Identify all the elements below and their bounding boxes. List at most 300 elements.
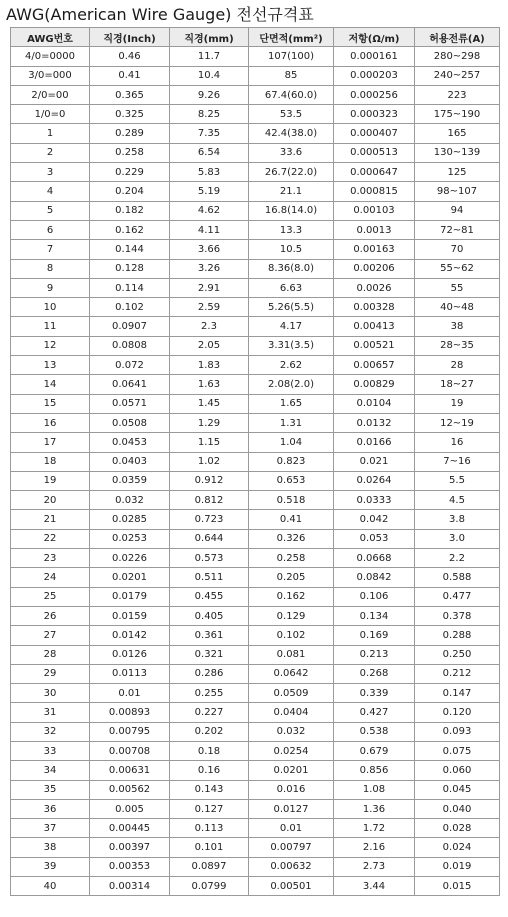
table-row (11, 780, 500, 799)
cell-resistance: 0.00103 (334, 201, 415, 220)
cell-resistance: 0.000647 (334, 163, 415, 182)
table-header (11, 28, 500, 47)
cell-diameter-mm: 0.511 (170, 568, 249, 587)
table-row (11, 163, 500, 182)
cell-allowable-current: 38 (415, 317, 500, 336)
table-row (11, 85, 500, 104)
cell-allowable-current: 12~19 (415, 413, 500, 432)
cell-cross-section: 0.0127 (249, 799, 334, 818)
cell-allowable-current: 0.212 (415, 664, 500, 683)
cell-diameter-mm: 2.59 (170, 298, 249, 317)
cell-cross-section: 0.41 (249, 510, 334, 529)
cell-allowable-current: 165 (415, 124, 500, 143)
table-row (11, 606, 500, 625)
cell-awg: 22 (11, 529, 90, 548)
cell-awg: 4 (11, 182, 90, 201)
cell-diameter-mm: 0.255 (170, 684, 249, 703)
cell-cross-section: 26.7(22.0) (249, 163, 334, 182)
cell-diameter-mm: 2.91 (170, 278, 249, 297)
cell-awg: 14 (11, 375, 90, 394)
table-row (11, 491, 500, 510)
cell-allowable-current: 55 (415, 278, 500, 297)
cell-diameter-mm: 0.361 (170, 626, 249, 645)
cell-resistance: 0.268 (334, 664, 415, 683)
cell-awg: 10 (11, 298, 90, 317)
cell-cross-section: 0.326 (249, 529, 334, 548)
cell-allowable-current: 0.019 (415, 857, 500, 876)
cell-cross-section: 0.032 (249, 722, 334, 741)
cell-allowable-current: 0.015 (415, 877, 500, 896)
cell-diameter-mm: 0.455 (170, 587, 249, 606)
table-row (11, 336, 500, 355)
cell-resistance: 1.36 (334, 799, 415, 818)
cell-resistance: 0.339 (334, 684, 415, 703)
cell-allowable-current: 18~27 (415, 375, 500, 394)
cell-awg: 40 (11, 877, 90, 896)
cell-diameter-mm: 1.83 (170, 356, 249, 375)
cell-awg: 3/0=000 (11, 66, 90, 85)
cell-diameter-inch: 0.182 (90, 201, 170, 220)
column-header-diameter-inch: 직경(Inch) (90, 28, 170, 47)
cell-cross-section: 107(100) (249, 47, 334, 66)
cell-cross-section: 33.6 (249, 143, 334, 162)
cell-diameter-inch: 0.00562 (90, 780, 170, 799)
table-row (11, 375, 500, 394)
cell-allowable-current: 175~190 (415, 105, 500, 124)
cell-allowable-current: 125 (415, 163, 500, 182)
cell-awg: 1 (11, 124, 90, 143)
cell-allowable-current: 3.8 (415, 510, 500, 529)
cell-cross-section: 53.5 (249, 105, 334, 124)
cell-diameter-inch: 0.0403 (90, 452, 170, 471)
table-row (11, 645, 500, 664)
cell-resistance: 0.00829 (334, 375, 415, 394)
cell-diameter-mm: 5.83 (170, 163, 249, 182)
cell-allowable-current: 19 (415, 394, 500, 413)
cell-allowable-current: 72~81 (415, 220, 500, 239)
table-row (11, 857, 500, 876)
page-title: AWG(American Wire Gauge) 전선규격표 (6, 5, 314, 24)
cell-awg: 13 (11, 356, 90, 375)
cell-allowable-current: 7~16 (415, 452, 500, 471)
cell-cross-section: 0.0404 (249, 703, 334, 722)
cell-cross-section: 0.00797 (249, 838, 334, 857)
cell-awg: 11 (11, 317, 90, 336)
cell-diameter-mm: 1.29 (170, 413, 249, 432)
table-row (11, 568, 500, 587)
cell-allowable-current: 0.075 (415, 741, 500, 760)
cell-awg: 16 (11, 413, 90, 432)
cell-awg: 26 (11, 606, 90, 625)
cell-diameter-mm: 3.66 (170, 240, 249, 259)
cell-cross-section: 0.102 (249, 626, 334, 645)
cell-awg: 33 (11, 741, 90, 760)
table-row (11, 317, 500, 336)
cell-cross-section: 0.081 (249, 645, 334, 664)
cell-awg: 2 (11, 143, 90, 162)
cell-allowable-current: 240~257 (415, 66, 500, 85)
cell-resistance: 2.16 (334, 838, 415, 857)
cell-diameter-mm: 9.26 (170, 85, 249, 104)
cell-resistance: 0.00521 (334, 336, 415, 355)
cell-cross-section: 0.205 (249, 568, 334, 587)
cell-allowable-current: 2.2 (415, 549, 500, 568)
cell-resistance: 0.000407 (334, 124, 415, 143)
cell-allowable-current: 0.028 (415, 819, 500, 838)
cell-resistance: 0.00206 (334, 259, 415, 278)
cell-allowable-current: 0.250 (415, 645, 500, 664)
cell-resistance: 0.213 (334, 645, 415, 664)
cell-awg: 9 (11, 278, 90, 297)
cell-cross-section: 0.0509 (249, 684, 334, 703)
cell-resistance: 0.0104 (334, 394, 415, 413)
cell-diameter-mm: 6.54 (170, 143, 249, 162)
cell-diameter-mm: 5.19 (170, 182, 249, 201)
cell-awg: 21 (11, 510, 90, 529)
cell-diameter-inch: 0.00397 (90, 838, 170, 857)
cell-cross-section: 3.31(3.5) (249, 336, 334, 355)
cell-allowable-current: 0.093 (415, 722, 500, 741)
cell-awg: 3 (11, 163, 90, 182)
cell-diameter-inch: 0.0641 (90, 375, 170, 394)
table-row (11, 799, 500, 818)
cell-diameter-mm: 2.3 (170, 317, 249, 336)
cell-resistance: 3.44 (334, 877, 415, 896)
cell-resistance: 0.0026 (334, 278, 415, 297)
cell-cross-section: 8.36(8.0) (249, 259, 334, 278)
cell-diameter-mm: 0.16 (170, 761, 249, 780)
cell-allowable-current: 94 (415, 201, 500, 220)
cell-awg: 39 (11, 857, 90, 876)
cell-resistance: 0.00163 (334, 240, 415, 259)
cell-diameter-mm: 10.4 (170, 66, 249, 85)
cell-resistance: 0.0013 (334, 220, 415, 239)
cell-awg: 2/0=00 (11, 85, 90, 104)
table-row (11, 664, 500, 683)
cell-allowable-current: 0.040 (415, 799, 500, 818)
cell-diameter-inch: 0.289 (90, 124, 170, 143)
cell-diameter-inch: 0.0226 (90, 549, 170, 568)
cell-diameter-inch: 0.00893 (90, 703, 170, 722)
cell-cross-section: 0.258 (249, 549, 334, 568)
cell-allowable-current: 0.588 (415, 568, 500, 587)
cell-diameter-inch: 0.0142 (90, 626, 170, 645)
column-header-allowable-current: 허용전류(A) (415, 28, 500, 47)
cell-diameter-mm: 1.63 (170, 375, 249, 394)
cell-cross-section: 0.518 (249, 491, 334, 510)
cell-allowable-current: 223 (415, 85, 500, 104)
cell-awg: 32 (11, 722, 90, 741)
cell-cross-section: 0.162 (249, 587, 334, 606)
cell-cross-section: 0.129 (249, 606, 334, 625)
cell-allowable-current: 5.5 (415, 471, 500, 490)
cell-allowable-current: 280~298 (415, 47, 500, 66)
cell-resistance: 2.73 (334, 857, 415, 876)
table-row (11, 510, 500, 529)
cell-allowable-current: 0.147 (415, 684, 500, 703)
cell-resistance: 0.134 (334, 606, 415, 625)
cell-allowable-current: 98~107 (415, 182, 500, 201)
column-header-diameter-mm: 직경(mm) (170, 28, 249, 47)
cell-cross-section: 0.016 (249, 780, 334, 799)
cell-resistance: 0.169 (334, 626, 415, 645)
cell-awg: 17 (11, 433, 90, 452)
cell-resistance: 0.427 (334, 703, 415, 722)
cell-diameter-mm: 0.286 (170, 664, 249, 683)
cell-awg: 27 (11, 626, 90, 645)
cell-diameter-mm: 0.573 (170, 549, 249, 568)
cell-resistance: 0.00413 (334, 317, 415, 336)
cell-diameter-inch: 0.0508 (90, 413, 170, 432)
cell-cross-section: 2.62 (249, 356, 334, 375)
table-row (11, 684, 500, 703)
cell-resistance: 0.0668 (334, 549, 415, 568)
cell-awg: 4/0=0000 (11, 47, 90, 66)
table-row (11, 819, 500, 838)
table-row (11, 529, 500, 548)
cell-diameter-inch: 0.162 (90, 220, 170, 239)
cell-resistance: 0.00657 (334, 356, 415, 375)
cell-cross-section: 0.823 (249, 452, 334, 471)
cell-diameter-mm: 0.143 (170, 780, 249, 799)
cell-diameter-mm: 0.127 (170, 799, 249, 818)
cell-diameter-inch: 0.00708 (90, 741, 170, 760)
cell-resistance: 0.000815 (334, 182, 415, 201)
table-row (11, 722, 500, 741)
table-row (11, 66, 500, 85)
cell-cross-section: 42.4(38.0) (249, 124, 334, 143)
cell-allowable-current: 55~62 (415, 259, 500, 278)
cell-allowable-current: 0.060 (415, 761, 500, 780)
cell-resistance: 0.0264 (334, 471, 415, 490)
cell-cross-section: 10.5 (249, 240, 334, 259)
cell-awg: 18 (11, 452, 90, 471)
cell-cross-section: 0.653 (249, 471, 334, 490)
cell-cross-section: 2.08(2.0) (249, 375, 334, 394)
cell-diameter-mm: 8.25 (170, 105, 249, 124)
cell-allowable-current: 40~48 (415, 298, 500, 317)
cell-allowable-current: 0.477 (415, 587, 500, 606)
cell-diameter-inch: 0.0126 (90, 645, 170, 664)
cell-resistance: 0.0132 (334, 413, 415, 432)
table-row (11, 741, 500, 760)
cell-allowable-current: 28 (415, 356, 500, 375)
cell-resistance: 0.0166 (334, 433, 415, 452)
table-row (11, 356, 500, 375)
cell-awg: 36 (11, 799, 90, 818)
cell-diameter-inch: 0.00631 (90, 761, 170, 780)
cell-cross-section: 0.00501 (249, 877, 334, 896)
cell-diameter-inch: 0.204 (90, 182, 170, 201)
cell-allowable-current: 3.0 (415, 529, 500, 548)
table-row (11, 838, 500, 857)
cell-diameter-inch: 0.0253 (90, 529, 170, 548)
table-row (11, 626, 500, 645)
cell-diameter-inch: 0.032 (90, 491, 170, 510)
table-body (11, 47, 500, 896)
cell-diameter-inch: 0.00445 (90, 819, 170, 838)
cell-allowable-current: 70 (415, 240, 500, 259)
cell-cross-section: 0.0201 (249, 761, 334, 780)
cell-resistance: 1.72 (334, 819, 415, 838)
cell-diameter-inch: 0.128 (90, 259, 170, 278)
cell-resistance: 0.042 (334, 510, 415, 529)
cell-awg: 20 (11, 491, 90, 510)
table-row (11, 220, 500, 239)
cell-diameter-mm: 0.101 (170, 838, 249, 857)
table-row (11, 143, 500, 162)
table-row (11, 298, 500, 317)
cell-diameter-mm: 0.0799 (170, 877, 249, 896)
cell-resistance: 0.000513 (334, 143, 415, 162)
cell-resistance: 0.021 (334, 452, 415, 471)
cell-allowable-current: 0.024 (415, 838, 500, 857)
cell-awg: 37 (11, 819, 90, 838)
table-row (11, 47, 500, 66)
cell-diameter-mm: 4.62 (170, 201, 249, 220)
cell-resistance: 0.000256 (334, 85, 415, 104)
cell-awg: 7 (11, 240, 90, 259)
cell-awg: 19 (11, 471, 90, 490)
cell-diameter-mm: 4.11 (170, 220, 249, 239)
table-row (11, 703, 500, 722)
table-row (11, 182, 500, 201)
cell-awg: 34 (11, 761, 90, 780)
cell-cross-section: 67.4(60.0) (249, 85, 334, 104)
cell-diameter-mm: 0.321 (170, 645, 249, 664)
cell-awg: 1/0=0 (11, 105, 90, 124)
cell-resistance: 0.0333 (334, 491, 415, 510)
cell-resistance: 0.000323 (334, 105, 415, 124)
cell-allowable-current: 0.120 (415, 703, 500, 722)
cell-resistance: 0.000161 (334, 47, 415, 66)
cell-diameter-mm: 0.202 (170, 722, 249, 741)
cell-cross-section: 0.00632 (249, 857, 334, 876)
cell-cross-section: 21.1 (249, 182, 334, 201)
cell-awg: 12 (11, 336, 90, 355)
cell-diameter-mm: 1.45 (170, 394, 249, 413)
cell-allowable-current: 28~35 (415, 336, 500, 355)
cell-diameter-inch: 0.258 (90, 143, 170, 162)
cell-diameter-inch: 0.072 (90, 356, 170, 375)
cell-diameter-inch: 0.0179 (90, 587, 170, 606)
cell-diameter-mm: 11.7 (170, 47, 249, 66)
cell-resistance: 0.538 (334, 722, 415, 741)
cell-diameter-inch: 0.229 (90, 163, 170, 182)
cell-awg: 15 (11, 394, 90, 413)
cell-cross-section: 0.01 (249, 819, 334, 838)
cell-diameter-mm: 2.05 (170, 336, 249, 355)
table-row (11, 761, 500, 780)
cell-diameter-inch: 0.144 (90, 240, 170, 259)
column-header-resistance: 저항(Ω/m) (334, 28, 415, 47)
cell-resistance: 0.856 (334, 761, 415, 780)
cell-awg: 25 (11, 587, 90, 606)
table-row (11, 587, 500, 606)
cell-diameter-inch: 0.0285 (90, 510, 170, 529)
cell-diameter-inch: 0.01 (90, 684, 170, 703)
cell-resistance: 0.679 (334, 741, 415, 760)
awg-table (10, 27, 500, 896)
cell-diameter-inch: 0.00353 (90, 857, 170, 876)
cell-diameter-mm: 1.15 (170, 433, 249, 452)
cell-awg: 6 (11, 220, 90, 239)
cell-diameter-inch: 0.00795 (90, 722, 170, 741)
cell-awg: 24 (11, 568, 90, 587)
table-row (11, 413, 500, 432)
table-row (11, 124, 500, 143)
table-row (11, 549, 500, 568)
cell-diameter-inch: 0.005 (90, 799, 170, 818)
cell-resistance: 0.106 (334, 587, 415, 606)
cell-diameter-inch: 0.325 (90, 105, 170, 124)
cell-diameter-mm: 0.812 (170, 491, 249, 510)
cell-diameter-mm: 7.35 (170, 124, 249, 143)
cell-cross-section: 85 (249, 66, 334, 85)
table-row (11, 105, 500, 124)
cell-diameter-mm: 0.18 (170, 741, 249, 760)
cell-diameter-mm: 0.227 (170, 703, 249, 722)
cell-awg: 8 (11, 259, 90, 278)
cell-diameter-inch: 0.0907 (90, 317, 170, 336)
table-row (11, 877, 500, 896)
cell-diameter-inch: 0.0808 (90, 336, 170, 355)
cell-diameter-mm: 3.26 (170, 259, 249, 278)
cell-allowable-current: 4.5 (415, 491, 500, 510)
cell-resistance: 0.053 (334, 529, 415, 548)
table-row (11, 201, 500, 220)
cell-diameter-mm: 0.723 (170, 510, 249, 529)
cell-diameter-mm: 0.912 (170, 471, 249, 490)
cell-awg: 29 (11, 664, 90, 683)
cell-allowable-current: 0.378 (415, 606, 500, 625)
cell-diameter-mm: 0.0897 (170, 857, 249, 876)
cell-awg: 35 (11, 780, 90, 799)
cell-awg: 38 (11, 838, 90, 857)
cell-allowable-current: 0.045 (415, 780, 500, 799)
cell-cross-section: 1.65 (249, 394, 334, 413)
table-row (11, 433, 500, 452)
cell-awg: 28 (11, 645, 90, 664)
cell-resistance: 0.0842 (334, 568, 415, 587)
cell-resistance: 1.08 (334, 780, 415, 799)
cell-diameter-inch: 0.46 (90, 47, 170, 66)
cell-allowable-current: 0.288 (415, 626, 500, 645)
cell-cross-section: 0.0254 (249, 741, 334, 760)
cell-awg: 31 (11, 703, 90, 722)
cell-diameter-inch: 0.365 (90, 85, 170, 104)
cell-cross-section: 16.8(14.0) (249, 201, 334, 220)
cell-cross-section: 0.0642 (249, 664, 334, 683)
table-row (11, 452, 500, 471)
cell-cross-section: 6.63 (249, 278, 334, 297)
cell-diameter-mm: 0.644 (170, 529, 249, 548)
cell-allowable-current: 16 (415, 433, 500, 452)
table-row (11, 259, 500, 278)
cell-awg: 5 (11, 201, 90, 220)
cell-diameter-mm: 1.02 (170, 452, 249, 471)
table-row (11, 471, 500, 490)
cell-cross-section: 1.31 (249, 413, 334, 432)
cell-diameter-inch: 0.114 (90, 278, 170, 297)
table-row (11, 394, 500, 413)
cell-resistance: 0.00328 (334, 298, 415, 317)
column-header-awg: AWG번호 (11, 28, 90, 47)
table-row (11, 240, 500, 259)
cell-diameter-inch: 0.0113 (90, 664, 170, 683)
cell-diameter-inch: 0.0453 (90, 433, 170, 452)
cell-cross-section: 13.3 (249, 220, 334, 239)
